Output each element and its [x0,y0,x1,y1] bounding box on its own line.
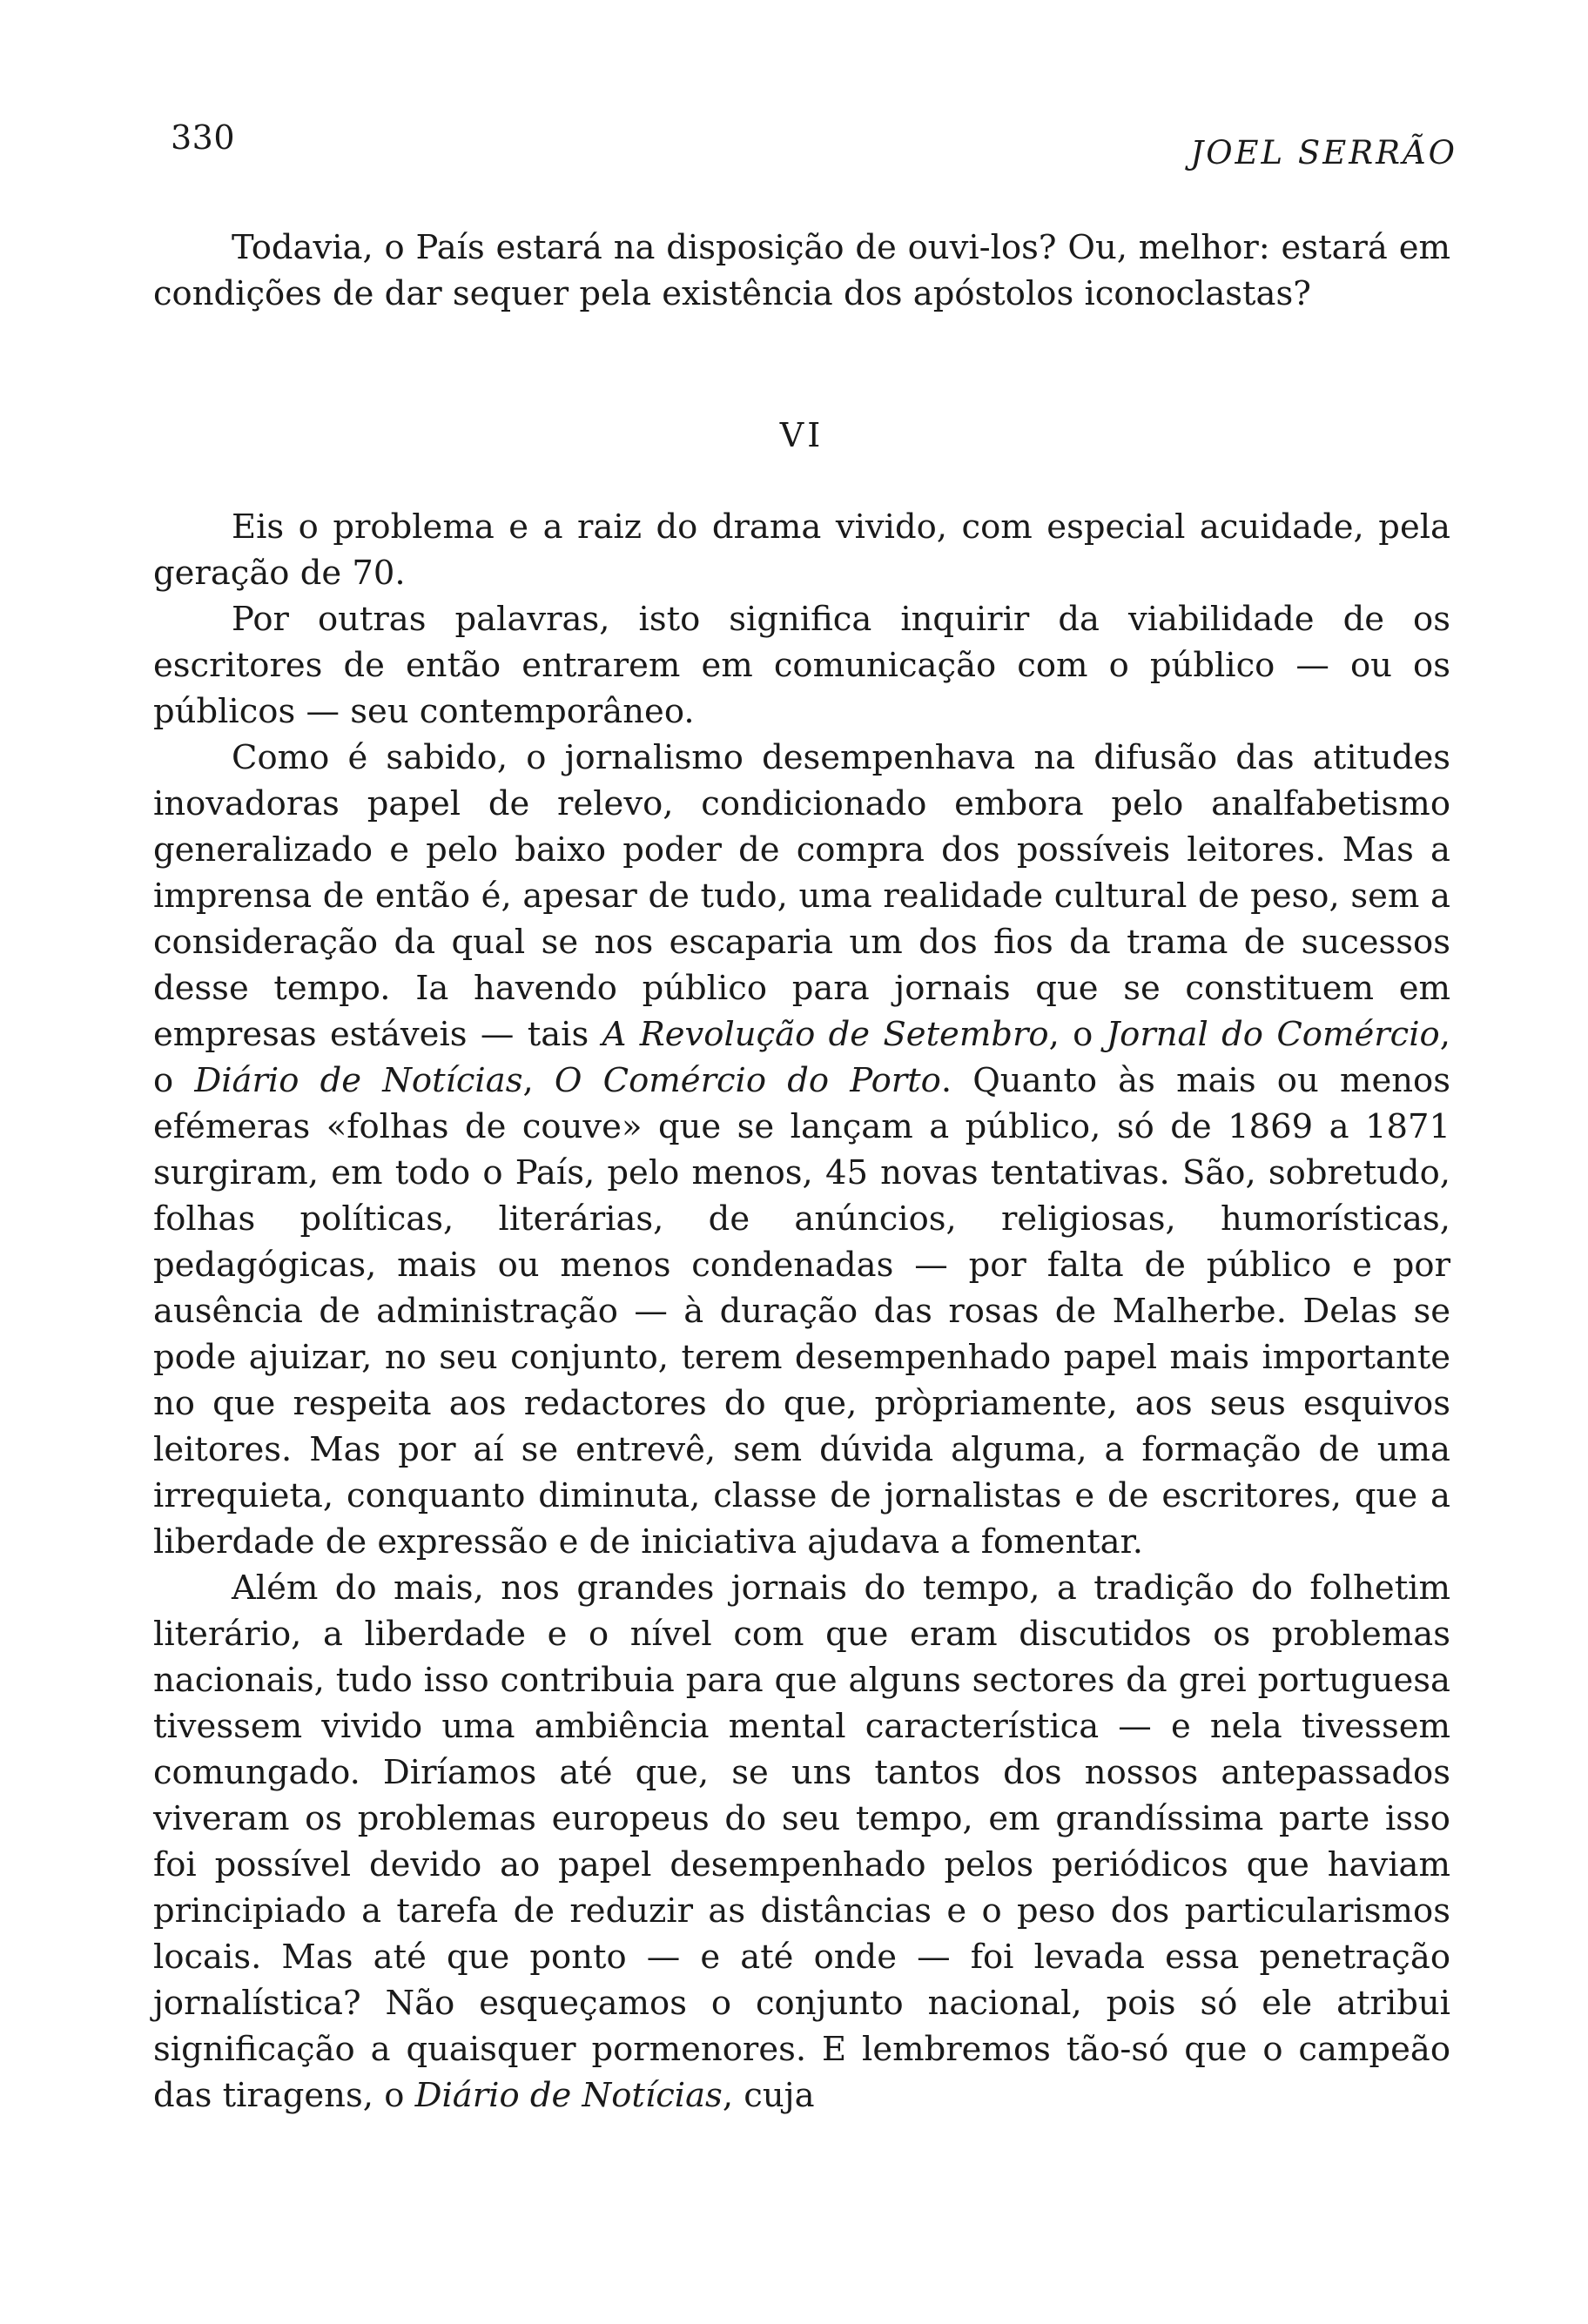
paragraph-3: Por outras palavras, isto significa inquirir da viabilidade de os escritores de então entrarem em comunicação com o público — ou os públicos — seu contemporâneo. [153,600,1450,731]
newspaper-title: Jornal do Comércio [1106,1015,1440,1054]
newspaper-title: Diário de Notícias [414,2076,723,2115]
paragraph-4 [153,735,1450,1565]
paragraph-1: Todavia, o País estará na disposição de ouvi-los? Ou, melhor: estará em condições de dar sequer pela existência dos apóstolos iconoclastas? [153,228,1450,313]
text-run: Além do mais, nos grandes jornais do tempo, a tradição do folhetim literário, a liberdade e o nível com que eram discutidos os problemas nacionais, tudo isso contribuia para que alguns sectores da grei portuguesa tivessem vivido uma ambiência mental característica — e nela tivessem comungado. Diríamos até que, se uns tantos dos nossos antepassados viveram os problemas europeus do seu tempo, em grandíssima parte isso foi possível devido ao papel desempenhado pelos periódicos que haviam principiado a tarefa de reduzir as distâncias e o peso dos particularismos locais. Mas até que ponto — e até onde — foi levada essa penetração jornalística? Não esqueçamos o conjunto nacional, pois só ele atribui significação a quaisquer pormenores. E lembremos tão-só que o campeão das tiragens, o [153,1568,1450,2115]
text-run: Como é sabido, o jornalismo desempenhava na difusão das atitudes inovadoras papel de relevo, condicionado embora pelo analfabetismo generalizado e pelo baixo poder de compra dos possíveis leitores. Mas a imprensa de então é, apesar de tudo, uma realidade cultural de peso, sem a consideração da qual se nos escaparia um dos fios da trama de sucessos desse tempo. Ia havendo público para jornais que se constituem em empresas estáveis — tais [153,738,1450,1054]
section-heading: VI [779,416,824,454]
body-text [153,225,1450,2119]
text-run: . Quanto às mais ou menos efémeras «folhas de couve» que se lançam a público, só de 1869 a 1871 surgiram, em todo o País, pelo menos, 45 novas tentativas. São, sobretudo, folhas políticas, literárias, de anúncios, religiosas, humorísticas, pedagógicas, mais ou menos condenadas — por falta de público e por ausência de administração — à duração das rosas de Malherbe. Delas se pode ajuizar, no seu conjunto, terem desempenhado papel mais importante no que respeita aos redactores do que, pròpriamente, aos seus esquivos leitores. Mas por aí se entrevê, sem dúvida alguma, a formação de uma irrequieta, conquanto diminuta, classe de jornalistas e de escritores, que a liberdade de expressão e de iniciativa ajudava a fomentar. [153,1061,1450,1562]
newspaper-title: Diário de Notícias [194,1061,523,1100]
newspaper-title: A Revolução de Setembro [602,1015,1049,1054]
page-number: 330 [171,118,236,157]
text-run: , o [153,1015,1450,1100]
paragraph-5 [153,1565,1450,2119]
text-run: , cuja [722,2076,815,2115]
text-run: , [522,1061,555,1100]
paragraph-2: Eis o problema e a raiz do drama vivido, com especial acuidade, pela geração de 70. [153,507,1450,593]
newspaper-title: O Comércio do Porto [554,1061,941,1100]
running-head: JOEL SERRÃO [1190,134,1457,171]
text-run: , o [1048,1015,1107,1054]
